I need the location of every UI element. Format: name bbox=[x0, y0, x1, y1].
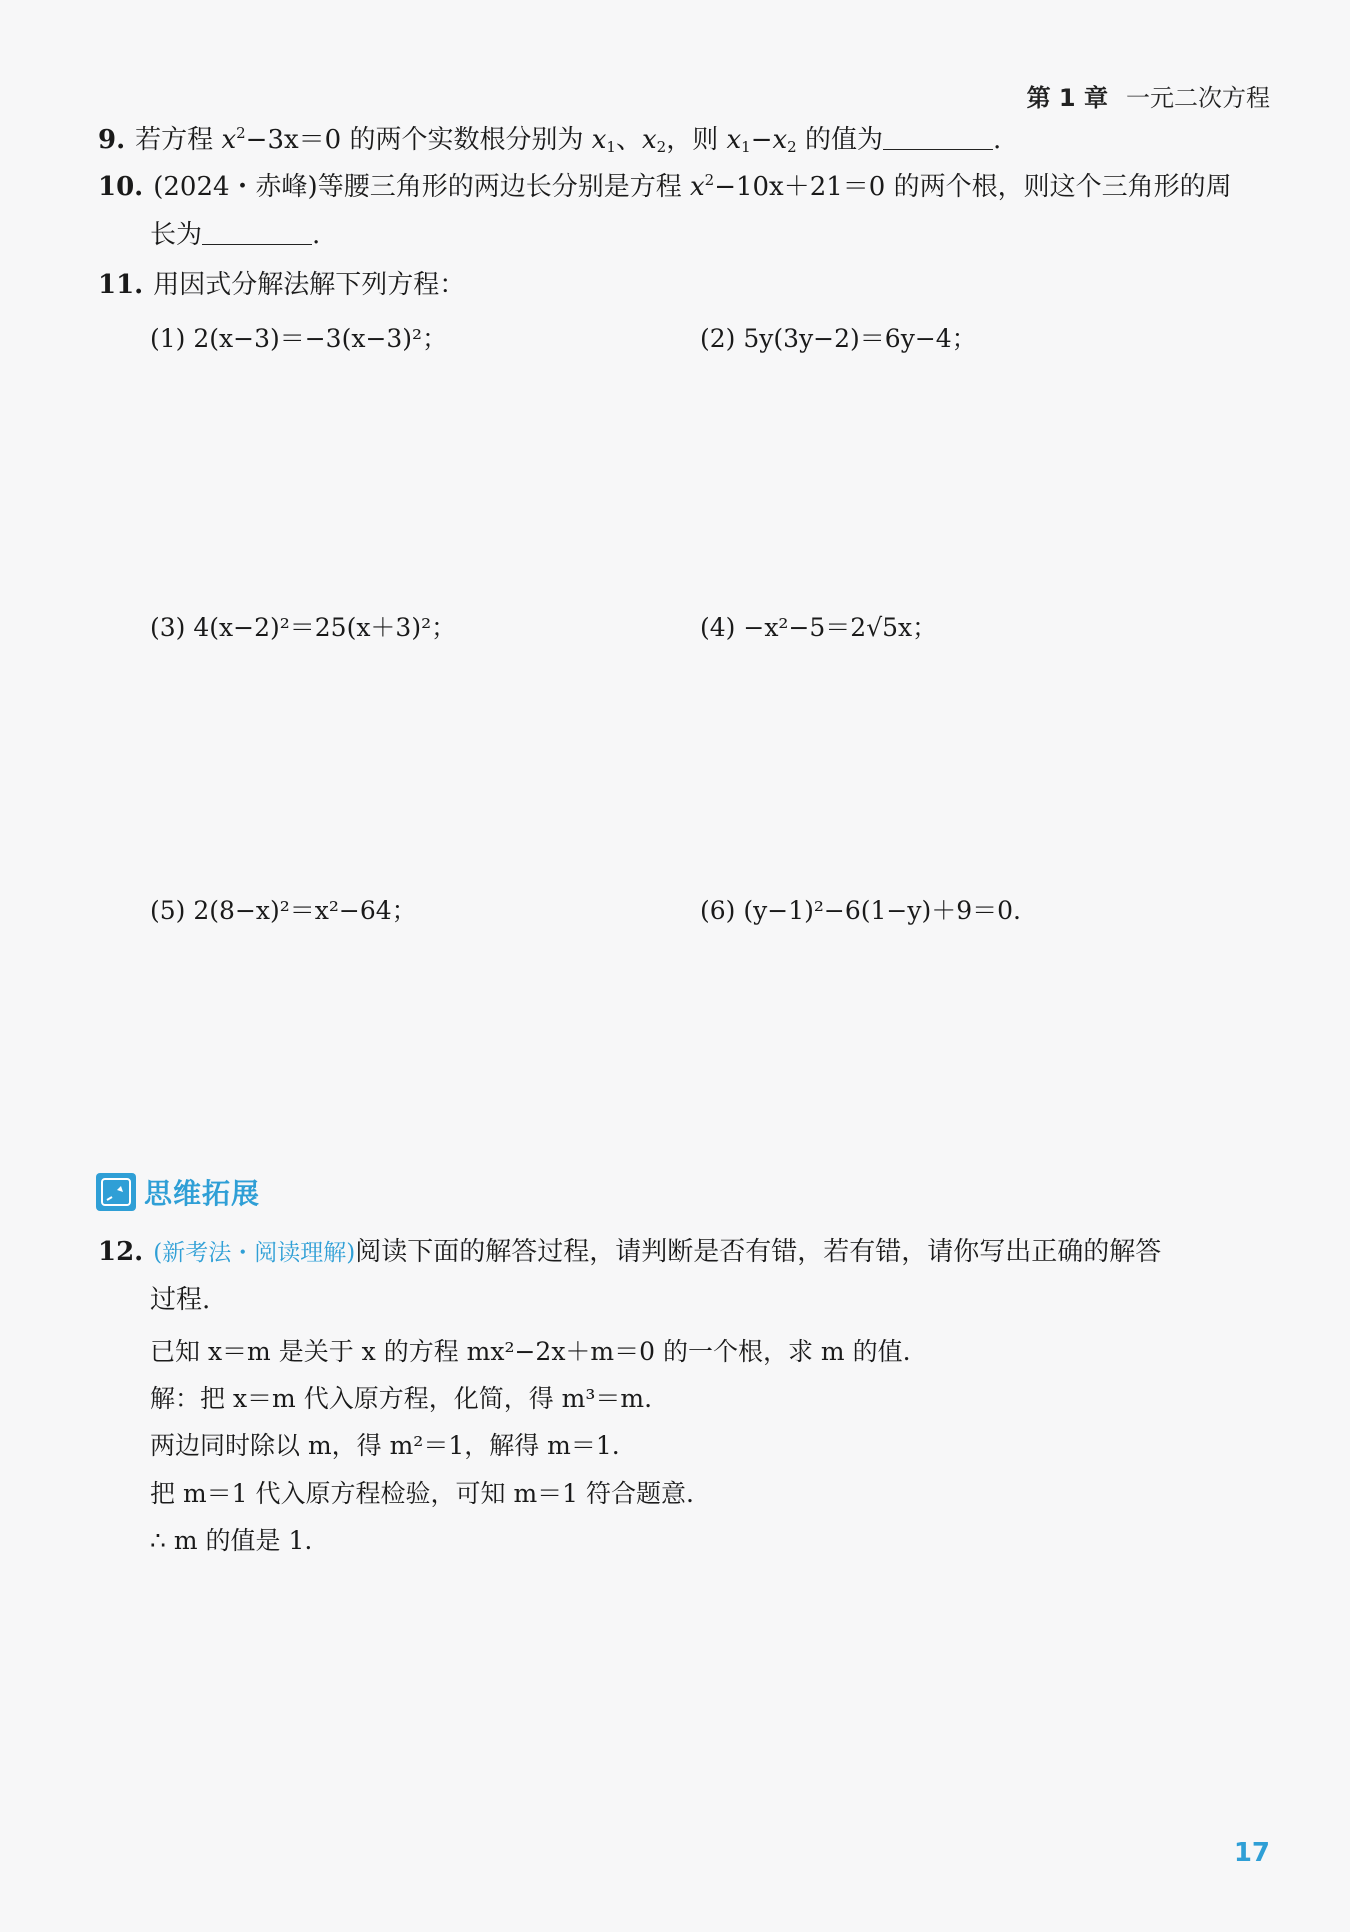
q12-body-line: 已知 x＝m 是关于 x 的方程 mx²−2x＋m＝0 的一个根，求 m 的值. bbox=[150, 1337, 911, 1366]
q12-body-line: 把 m＝1 代入原方程检验，可知 m＝1 符合题意. bbox=[150, 1479, 694, 1508]
question-number: 9. bbox=[98, 125, 126, 155]
question-11 bbox=[98, 269, 465, 303]
q10-line2: 长为 bbox=[150, 220, 203, 250]
item-equation: 4(x−2)²＝25(x＋3)²； bbox=[193, 613, 457, 642]
q11-item-4 bbox=[700, 608, 937, 644]
q9-separator: 、 bbox=[615, 125, 642, 155]
item-label: (6) bbox=[700, 896, 736, 925]
q11-title: 用因式分解法解下列方程： bbox=[153, 270, 466, 300]
q12-line2: 过程. bbox=[150, 1285, 211, 1315]
q11-item-5 bbox=[150, 891, 417, 927]
q9-period: . bbox=[992, 125, 1002, 155]
answer-blank[interactable] bbox=[202, 222, 312, 245]
q11-item-3 bbox=[150, 608, 456, 644]
question-number: 11. bbox=[98, 270, 144, 300]
question-number: 12. bbox=[98, 1237, 144, 1267]
question-number: 10. bbox=[98, 172, 144, 202]
q12-body-line: ∴ m 的值是 1. bbox=[150, 1526, 313, 1555]
item-equation: 2(x−3)＝−3(x−3)²； bbox=[193, 324, 448, 353]
item-label: (5) bbox=[150, 896, 186, 925]
item-label: (3) bbox=[150, 613, 186, 642]
q12-tag: (新考法・阅读理解) bbox=[153, 1240, 356, 1266]
chapter-title: 一元二次方程 bbox=[1126, 84, 1270, 112]
q12-text: 阅读下面的解答过程，请判断是否有错，若有错，请你写出正确的解答 bbox=[355, 1237, 1162, 1267]
item-equation: 2(8−x)²＝x²−64； bbox=[193, 896, 417, 925]
q9-equation: −3x＝0 的两个实数根分别为 bbox=[245, 125, 584, 155]
q12-body-line: 两边同时除以 m，得 m²＝1，解得 m＝1. bbox=[150, 1431, 620, 1460]
item-label: (1) bbox=[150, 324, 186, 353]
page-number: 17 bbox=[1233, 1838, 1270, 1868]
q12-body-line: 解：把 x＝m 代入原方程，化简，得 m³＝m. bbox=[150, 1384, 653, 1413]
item-label: (2) bbox=[700, 324, 736, 353]
q10-period: . bbox=[312, 220, 321, 250]
q10-equation: −10x＋21＝0 的两个根，则这个三角形的周 bbox=[714, 172, 1232, 202]
question-10: 10. (2024・赤峰)等腰三角形的两边长分别是方程 $x^2-10x+21=0$ 的两个根，则这个三角形的周 bbox=[98, 171, 1232, 202]
item-equation: (y−1)²−6(1−y)＋9＝0. bbox=[743, 896, 1021, 925]
question-10-line2 bbox=[150, 219, 320, 253]
question-12-line2 bbox=[150, 1284, 210, 1318]
section-title: 思维拓展 bbox=[144, 1177, 261, 1210]
q10-text: (2024・赤峰)等腰三角形的两边长分别是方程 bbox=[153, 172, 682, 202]
q9-var-x: x bbox=[221, 125, 237, 155]
q9-then: ，则 bbox=[666, 125, 719, 155]
rocket-icon bbox=[96, 1173, 136, 1211]
section-heading bbox=[96, 1172, 260, 1212]
chapter-header bbox=[1027, 78, 1270, 113]
q11-item-2 bbox=[700, 319, 977, 355]
q11-item-1 bbox=[150, 319, 447, 355]
question-12 bbox=[98, 1236, 1161, 1270]
item-label: (4) bbox=[700, 613, 736, 642]
chapter-number: 第 1 章 bbox=[1026, 84, 1108, 112]
q11-item-6 bbox=[700, 891, 1021, 927]
question-9: 9. 若方程 $x^2-3x=0$ 的两个实数根分别为 $x_1$、$x_2$，则 $x_1-x_2$ 的值为 . bbox=[98, 124, 1002, 156]
q9-prefix: 若方程 bbox=[135, 125, 214, 155]
q9-end: 的值为 bbox=[804, 125, 883, 155]
item-equation: −x²−5＝2√5x； bbox=[743, 613, 938, 642]
answer-blank[interactable] bbox=[883, 127, 993, 150]
item-equation: 5y(3y−2)＝6y−4； bbox=[743, 324, 977, 353]
